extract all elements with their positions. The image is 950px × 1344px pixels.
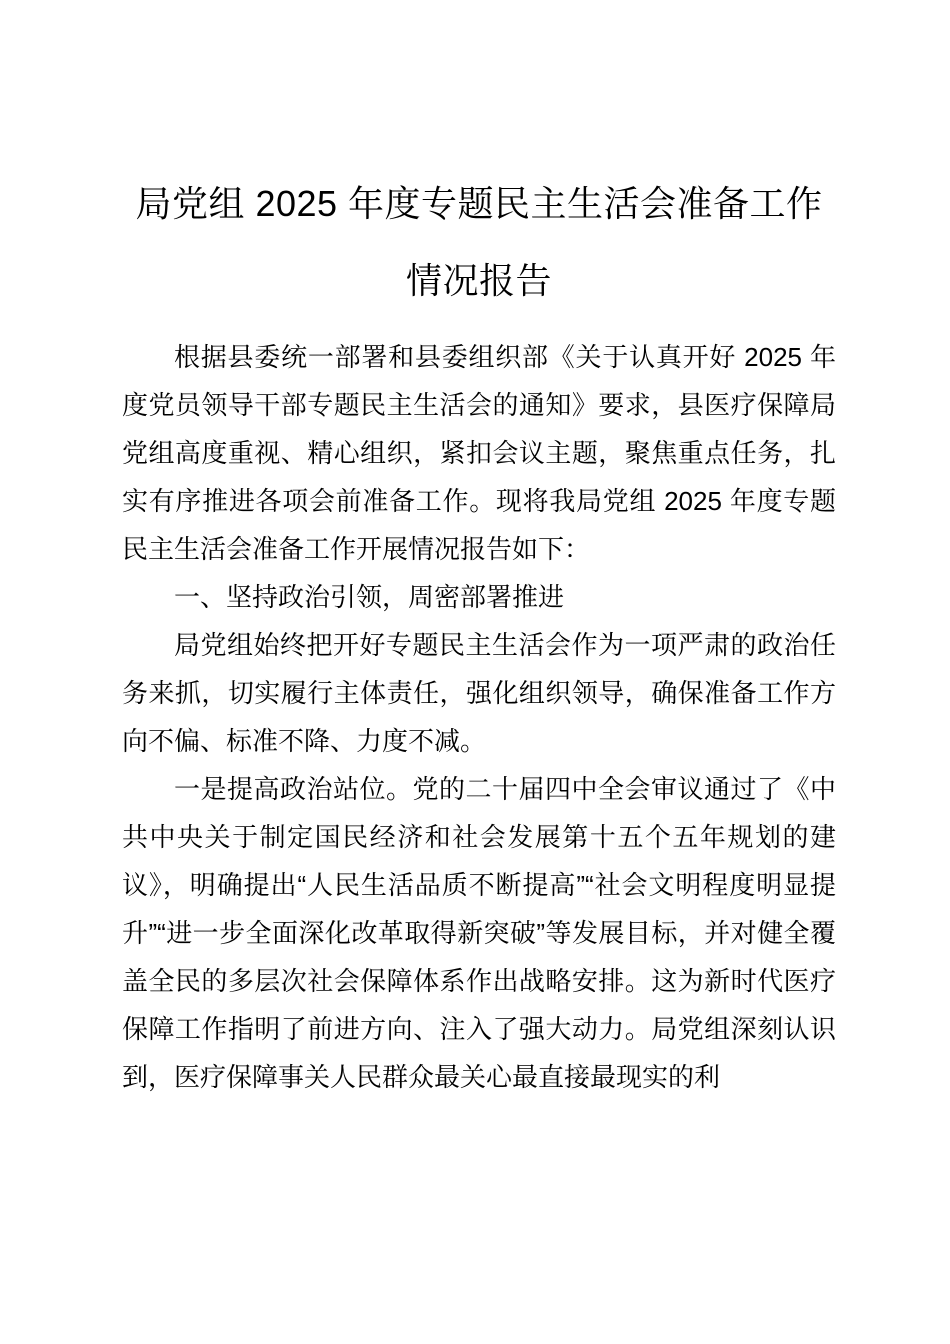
paragraph-intro: 根据县委统一部署和县委组织部《关于认真开好 2025 年度党员领导干部专题民主生活会的通知》要求，县医疗保障局党组高度重视、精心组织，紧扣会议主题，聚焦重点任务，扎实有序推进各项会前准备工作。现将我局党组 2025 年度专题民主生活会准备工作开展情况报告如下：: [122, 342, 836, 564]
document-title-line-2: 情况报告: [405, 260, 552, 301]
paragraph-point-1: 一是提高政治站位。党的二十届四中全会审议通过了《中共中央关于制定国民经济和社会发展第十五个五年规划的建议》，明确提出“人民生活品质不断提高”“社会文明程度明显提升”“进一步全面深化改革取得新突破”等发展目标，并对健全覆盖全民的多层次社会保障体系作出战略安排。这为新时代医疗保障工作指明了前进方向、注入了强大动力。局党组深刻认识到，医疗保障事关人民群众最关心最直接最现实的利: [122, 774, 836, 1092]
document-title-line-1: 局党组 2025 年度专题民主生活会准备工作: [135, 183, 823, 224]
document-body: [122, 333, 836, 1101]
paragraph-section-1-overview: 局党组始终把开好专题民主生活会作为一项严肃的政治任务来抓，切实履行主体责任，强化组织领导，确保准备工作方向不偏、标准不降、力度不减。: [122, 630, 836, 756]
section-heading-1: 一、坚持政治引领，周密部署推进: [174, 582, 565, 612]
document-title: [122, 165, 836, 319]
